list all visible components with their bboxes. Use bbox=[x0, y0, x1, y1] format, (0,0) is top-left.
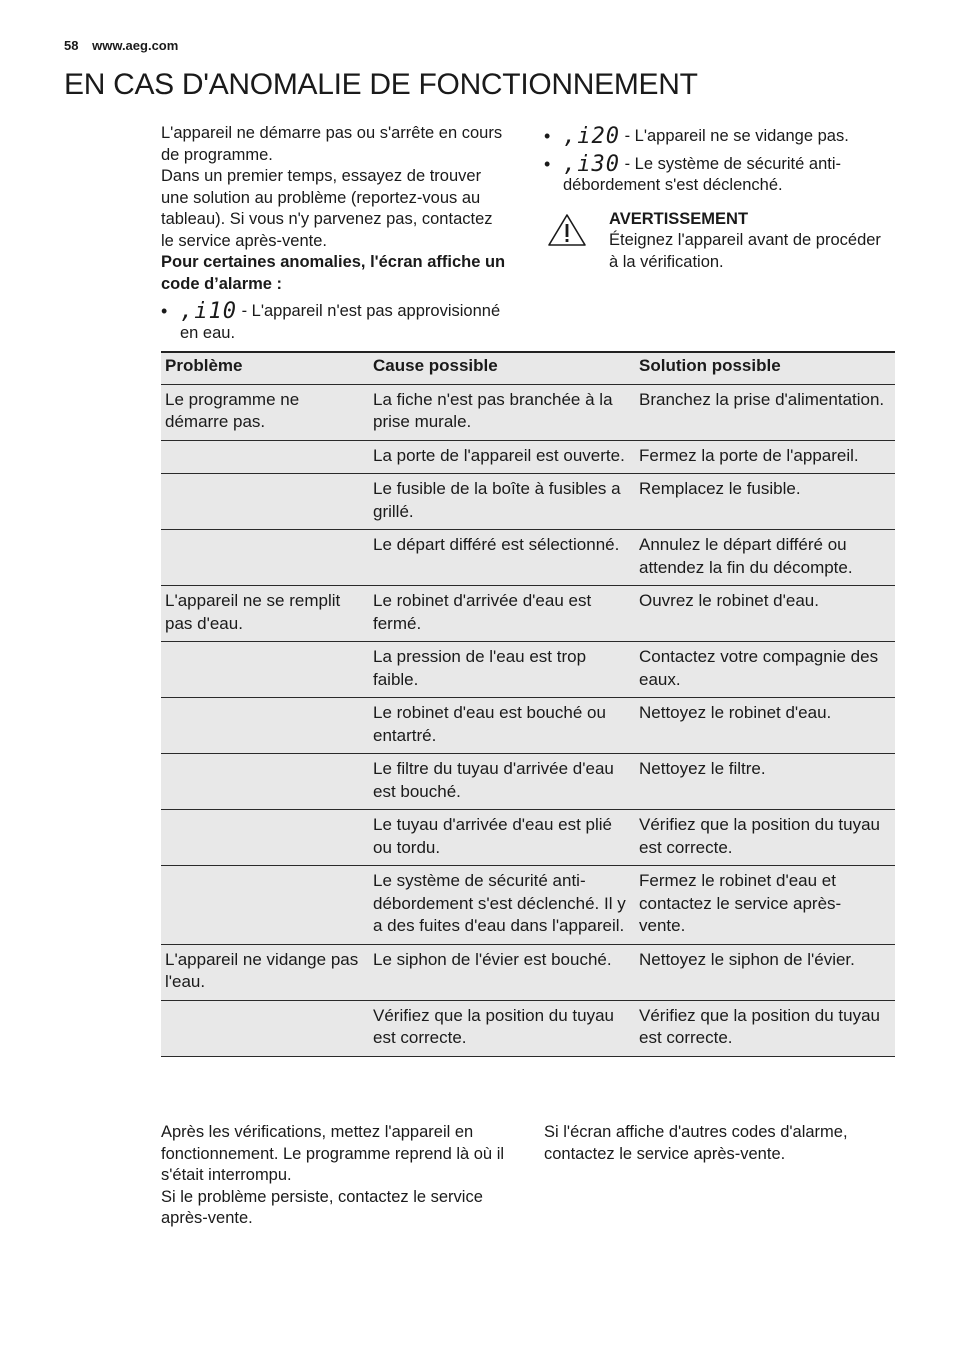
intro-paragraph-3: Pour certaines anomalies, l'écran affiche un code d’alarme : bbox=[161, 253, 506, 293]
solution-cell: Nettoyez le siphon de l'évier. bbox=[635, 944, 895, 1000]
alarm-text-2: - L'appareil ne se vidange pas. bbox=[619, 127, 849, 145]
table-row bbox=[161, 944, 895, 1000]
cause-cell: La porte de l'appareil est ouverte. bbox=[369, 440, 635, 474]
alarm-text-1: - L'appareil n'est pas approvisionné en eau. bbox=[180, 302, 501, 342]
intro-paragraph-2: Dans un premier temps, essayez de trouver une solution au problème (reportez-vous au tableau). Si vous n'y parvenez pas, contactez le service après-vente. bbox=[161, 167, 493, 250]
cause-cell: La fiche n'est pas branchée à la prise murale. bbox=[369, 384, 635, 440]
cause-cell: Le départ différé est sélectionné. bbox=[369, 530, 635, 586]
solution-cell: Ouvrez le robinet d'eau. bbox=[635, 586, 895, 642]
solution-cell: Annulez le départ différé ou attendez la fin du décompte. bbox=[635, 530, 895, 586]
solution-cell: Nettoyez le filtre. bbox=[635, 754, 895, 810]
table-row bbox=[161, 586, 895, 642]
header-cause: Cause possible bbox=[369, 352, 635, 384]
problem-cell bbox=[161, 440, 369, 474]
alarm-item-2 bbox=[544, 126, 894, 148]
warning-box bbox=[544, 209, 894, 274]
footer-right-column bbox=[544, 1122, 904, 1165]
table-row bbox=[161, 1000, 895, 1056]
alarm-item-1 bbox=[161, 301, 506, 344]
table-header-row bbox=[161, 352, 895, 384]
table-row bbox=[161, 754, 895, 810]
problem-cell bbox=[161, 1000, 369, 1056]
problem-cell: Le programme ne démarre pas. bbox=[161, 384, 369, 440]
cause-cell: Le tuyau d'arrivée d'eau est plié ou tordu. bbox=[369, 810, 635, 866]
bullet-icon: • bbox=[544, 126, 551, 146]
warning-triangle-icon bbox=[547, 213, 587, 247]
problem-cell bbox=[161, 866, 369, 945]
problem-cell bbox=[161, 698, 369, 754]
solution-cell: Contactez votre compagnie des eaux. bbox=[635, 642, 895, 698]
page-number: 58 bbox=[64, 38, 79, 53]
alarm-text-3: - Le système de sécurité anti-débordement s'est déclenché. bbox=[563, 154, 841, 194]
cause-cell: Le siphon de l'évier est bouché. bbox=[369, 944, 635, 1000]
cause-cell: Le filtre du tuyau d'arrivée d'eau est bouché. bbox=[369, 754, 635, 810]
footer-paragraph-3: Si l'écran affiche d'autres codes d'alarme, contactez le service après-vente. bbox=[544, 1123, 848, 1163]
cause-cell: Vérifiez que la position du tuyau est correcte. bbox=[369, 1000, 635, 1056]
table-row bbox=[161, 866, 895, 945]
cause-cell: Le robinet d'arrivée d'eau est fermé. bbox=[369, 586, 635, 642]
table-row bbox=[161, 530, 895, 586]
alarm-column bbox=[544, 126, 894, 273]
intro-paragraph-1: L'appareil ne démarre pas ou s'arrête en cours de programme. bbox=[161, 124, 503, 164]
header-problem: Problème bbox=[161, 352, 369, 384]
problem-cell bbox=[161, 642, 369, 698]
solution-cell: Fermez le robinet d'eau et contactez le service après-vente. bbox=[635, 866, 895, 945]
problem-cell bbox=[161, 474, 369, 530]
cause-cell: La pression de l'eau est trop faible. bbox=[369, 642, 635, 698]
solution-cell: Remplacez le fusible. bbox=[635, 474, 895, 530]
alarm-code-2: ,i20 bbox=[563, 124, 620, 149]
alarm-code-1: ,i10 bbox=[180, 299, 237, 324]
page-title: EN CAS D'ANOMALIE DE FONCTIONNEMENT bbox=[64, 68, 698, 101]
solution-cell: Vérifiez que la position du tuyau est correcte. bbox=[635, 1000, 895, 1056]
footer-left-column bbox=[161, 1122, 521, 1230]
problem-cell: L'appareil ne se remplit pas d'eau. bbox=[161, 586, 369, 642]
header-solution: Solution possible bbox=[635, 352, 895, 384]
intro-column bbox=[161, 123, 506, 344]
page-header bbox=[64, 38, 178, 53]
troubleshooting-table bbox=[161, 351, 895, 1057]
alarm-code-3: ,i30 bbox=[563, 151, 620, 177]
website-url[interactable]: www.aeg.com bbox=[92, 38, 179, 53]
warning-title: AVERTISSEMENT bbox=[609, 209, 749, 228]
problem-cell bbox=[161, 810, 369, 866]
solution-cell: Vérifiez que la position du tuyau est correcte. bbox=[635, 810, 895, 866]
alarm-item-3 bbox=[544, 151, 894, 197]
problem-cell bbox=[161, 530, 369, 586]
table-row bbox=[161, 698, 895, 754]
table-row bbox=[161, 810, 895, 866]
cause-cell: Le système de sécurité anti-débordement s'est déclenché. Il y a des fuites d'eau dans l'appareil. bbox=[369, 866, 635, 945]
warning-text: Éteignez l'appareil avant de procéder à la vérification. bbox=[609, 231, 881, 271]
bullet-icon: • bbox=[544, 153, 551, 174]
table-row bbox=[161, 384, 895, 440]
table-row bbox=[161, 440, 895, 474]
bullet-icon: • bbox=[161, 301, 168, 321]
solution-cell: Fermez la porte de l'appareil. bbox=[635, 440, 895, 474]
table-row bbox=[161, 642, 895, 698]
footer-paragraph-1: Après les vérifications, mettez l'appareil en fonctionnement. Le programme reprend là où il s'était interrompu. bbox=[161, 1123, 505, 1184]
table-row bbox=[161, 474, 895, 530]
problem-cell bbox=[161, 754, 369, 810]
footer-paragraph-2: Si le problème persiste, contactez le service après-vente. bbox=[161, 1187, 483, 1227]
cause-cell: Le fusible de la boîte à fusibles a grillé. bbox=[369, 474, 635, 530]
problem-cell: L'appareil ne vidange pas l'eau. bbox=[161, 944, 369, 1000]
cause-cell: Le robinet d'eau est bouché ou entartré. bbox=[369, 698, 635, 754]
solution-cell: Nettoyez le robinet d'eau. bbox=[635, 698, 895, 754]
solution-cell: Branchez la prise d'alimentation. bbox=[635, 384, 895, 440]
